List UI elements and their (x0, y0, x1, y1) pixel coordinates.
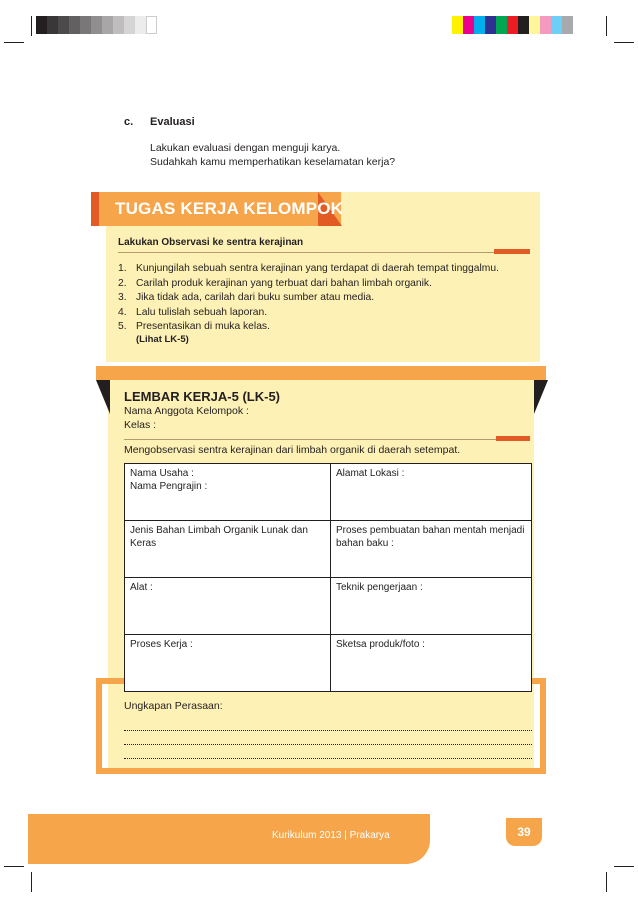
crop-mark (606, 16, 607, 36)
table-row (125, 464, 532, 521)
crop-mark (31, 16, 32, 36)
table-cell[interactable]: Alat : (125, 578, 331, 635)
fold-left-icon (96, 380, 110, 414)
worksheet-reference: (Lihat LK-5) (136, 334, 189, 345)
group-task-subtitle: Lakukan Observasi ke sentra kerajinan (118, 237, 304, 248)
crop-mark (4, 866, 24, 867)
worksheet-title: LEMBAR KERJA-5 (LK-5) (124, 389, 280, 404)
divider (124, 439, 530, 440)
divider-accent (496, 436, 530, 441)
table-row (125, 635, 532, 692)
worksheet-instruction: Mengobservasi sentra kerajinan dari limbah organik di daerah setempat. (124, 444, 461, 456)
class-field-label: Kelas : (124, 419, 157, 431)
crop-mark (4, 42, 24, 43)
table-cell[interactable]: Nama Usaha : Nama Pengrajin : (125, 464, 331, 521)
table-cell[interactable]: Sketsa produk/foto : (331, 635, 532, 692)
table-row (125, 578, 532, 635)
table-cell[interactable]: Teknik pengerjaan : (331, 578, 532, 635)
list-item: 5. Presentasikan di muka kelas. (118, 321, 270, 332)
group-task-title: TUGAS KERJA KELOMPOK (115, 199, 344, 218)
section-line: Sudahkah kamu memperhatikan keselamatan kerja? (150, 156, 396, 168)
process-color-bar (452, 16, 573, 34)
task-list (118, 262, 538, 335)
fold-right-icon (534, 380, 548, 414)
header-accent-strip (91, 192, 99, 226)
section-letter: c. (124, 116, 134, 128)
member-field-label: Nama Anggota Kelompok : (124, 405, 249, 417)
list-item: 4. Lalu tulislah sebuah laporan. (118, 306, 268, 318)
section-line: Lakukan evaluasi dengan menguji karya. (150, 142, 341, 154)
writing-line[interactable] (124, 730, 532, 731)
worksheet-top-band (96, 366, 546, 380)
worksheet-bottom-fill (108, 684, 534, 768)
crop-mark (614, 866, 634, 867)
table-cell[interactable]: Alamat Lokasi : (331, 464, 532, 521)
divider (118, 252, 530, 253)
table-row (125, 521, 532, 578)
section-title: Evaluasi (150, 116, 195, 128)
table-cell[interactable]: Proses pembuatan bahan mentah menjadi bahan baku : (331, 521, 532, 578)
table-cell[interactable]: Jenis Bahan Limbah Organik Lunak dan Keras (125, 521, 331, 578)
crop-mark (606, 872, 607, 892)
divider-accent (494, 249, 530, 254)
list-item: 3. Jika tidak ada, carilah dari buku sumber atau media. (118, 292, 375, 303)
list-item: 2. Carilah produk kerajinan yang terbuat dari bahan limbah organik. (118, 277, 432, 289)
feelings-label: Ungkapan Perasaan: (124, 700, 223, 712)
observation-table (124, 463, 532, 692)
footer-text: Kurikulum 2013 | Prakarya (272, 830, 390, 841)
writing-line[interactable] (124, 758, 532, 759)
grayscale-color-bar (36, 16, 157, 34)
page-number: 39 (506, 818, 542, 846)
list-item: 1. Kunjungilah sebuah sentra kerajinan yang terdapat di daerah tempat tinggalmu. (118, 263, 499, 274)
writing-line[interactable] (124, 744, 532, 745)
table-cell[interactable]: Proses Kerja : (125, 635, 331, 692)
crop-mark (614, 42, 634, 43)
crop-mark (31, 872, 32, 892)
